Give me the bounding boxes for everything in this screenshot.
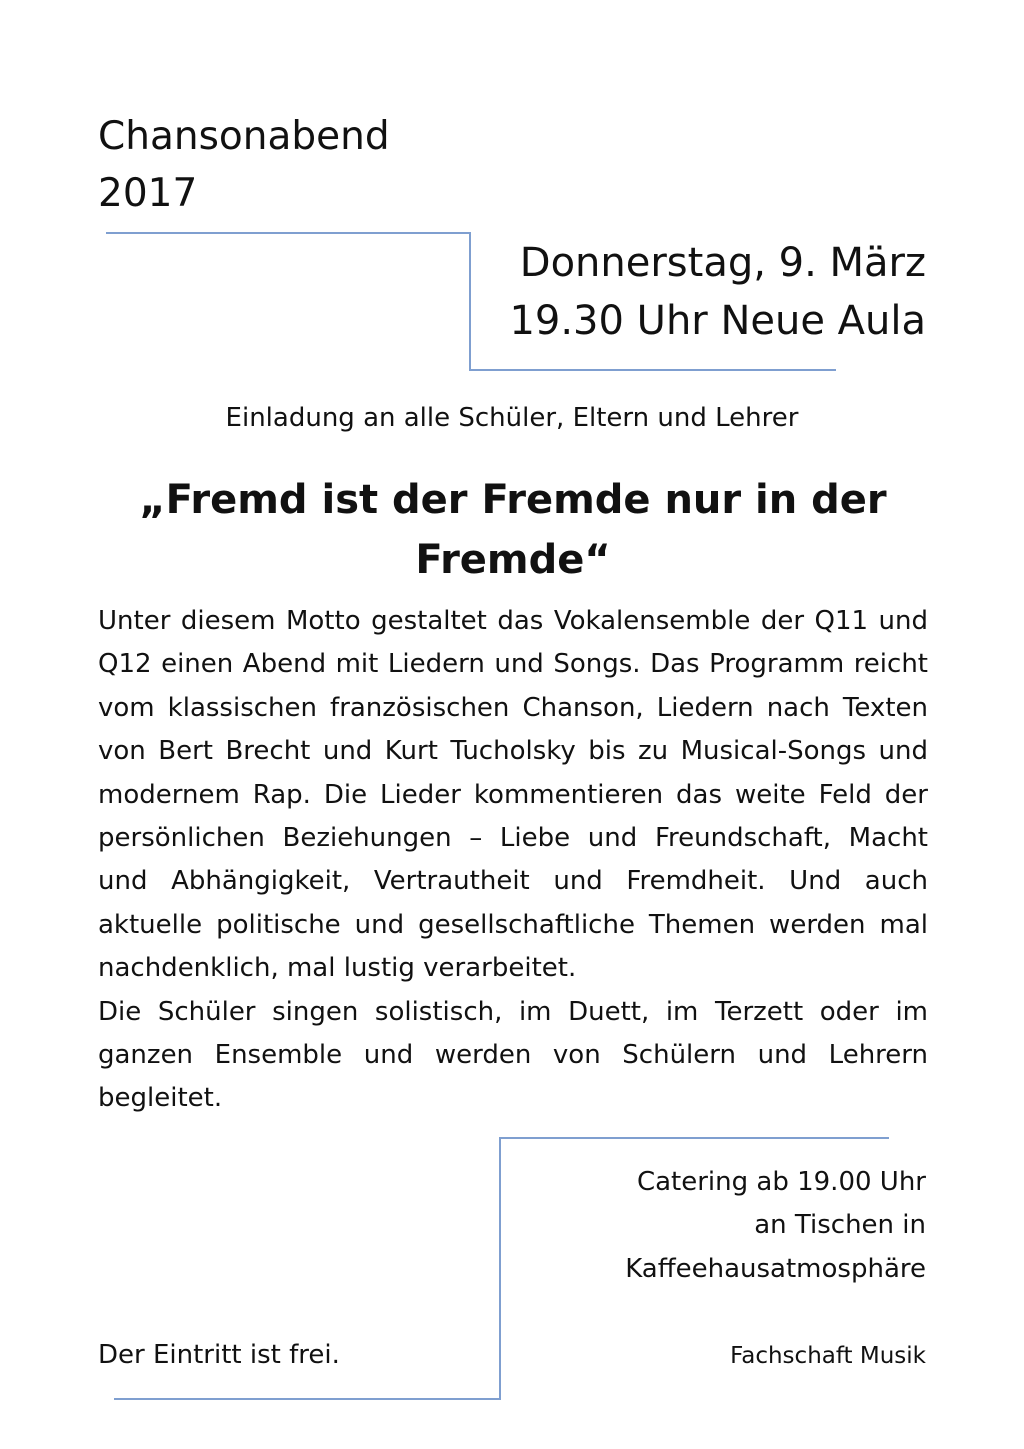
department-signature: Fachschaft Musik <box>730 1343 926 1369</box>
catering-line-3: Kaffeehausatmosphäre <box>625 1253 926 1284</box>
entry-free-text: Der Eintritt ist frei. <box>98 1340 340 1370</box>
event-date: Donnerstag, 9. März <box>519 240 926 286</box>
motto-heading: „Fremd ist der Fremde nur in der Fremde“ <box>139 477 887 583</box>
bottom-divider-vertical <box>499 1137 501 1400</box>
top-divider-vertical <box>469 232 471 371</box>
description-paragraph-1: Unter diesem Motto gestaltet das Vokalensemble der Q11 und Q12 einen Abend mit Liedern und Songs. Das Programm reicht vom klassischen französischen Chanson, Liedern nach Texten von Bert Brecht und Kurt Tucholsky bis zu Musical-Songs und modernem Rap. Die Lieder kommentieren das weite Feld der persönlichen Beziehungen – Liebe und Freundschaft, Macht und Abhängigkeit, Vertrautheit und Fremdheit. Und auch aktuelle politische und gesellschaftliche Themen werden mal nachdenklich, mal lustig verarbeitet. <box>98 606 928 984</box>
event-title <box>98 108 390 222</box>
top-divider-bottom <box>469 369 836 371</box>
invitation-text: Einladung an alle Schüler, Eltern und Lehrer <box>225 403 799 433</box>
catering-info <box>625 1161 926 1291</box>
bottom-divider-horizontal <box>114 1398 501 1400</box>
event-date-block <box>509 234 926 350</box>
event-title-name: Chansonabend <box>98 114 390 159</box>
description <box>98 600 928 1121</box>
description-paragraph-2: Die Schüler singen solistisch, im Duett, im Terzett oder im ganzen Ensemble und werden von Schülern und Lehrern begleitet. <box>98 996 928 1114</box>
catering-line-1: Catering ab 19.00 Uhr <box>636 1167 926 1197</box>
catering-line-2: an Tischen in <box>754 1210 926 1241</box>
bottom-divider-top <box>499 1137 889 1139</box>
event-title-year: 2017 <box>98 171 198 216</box>
top-divider-horizontal <box>106 232 471 234</box>
event-time-place: 19.30 Uhr Neue Aula <box>509 298 926 344</box>
